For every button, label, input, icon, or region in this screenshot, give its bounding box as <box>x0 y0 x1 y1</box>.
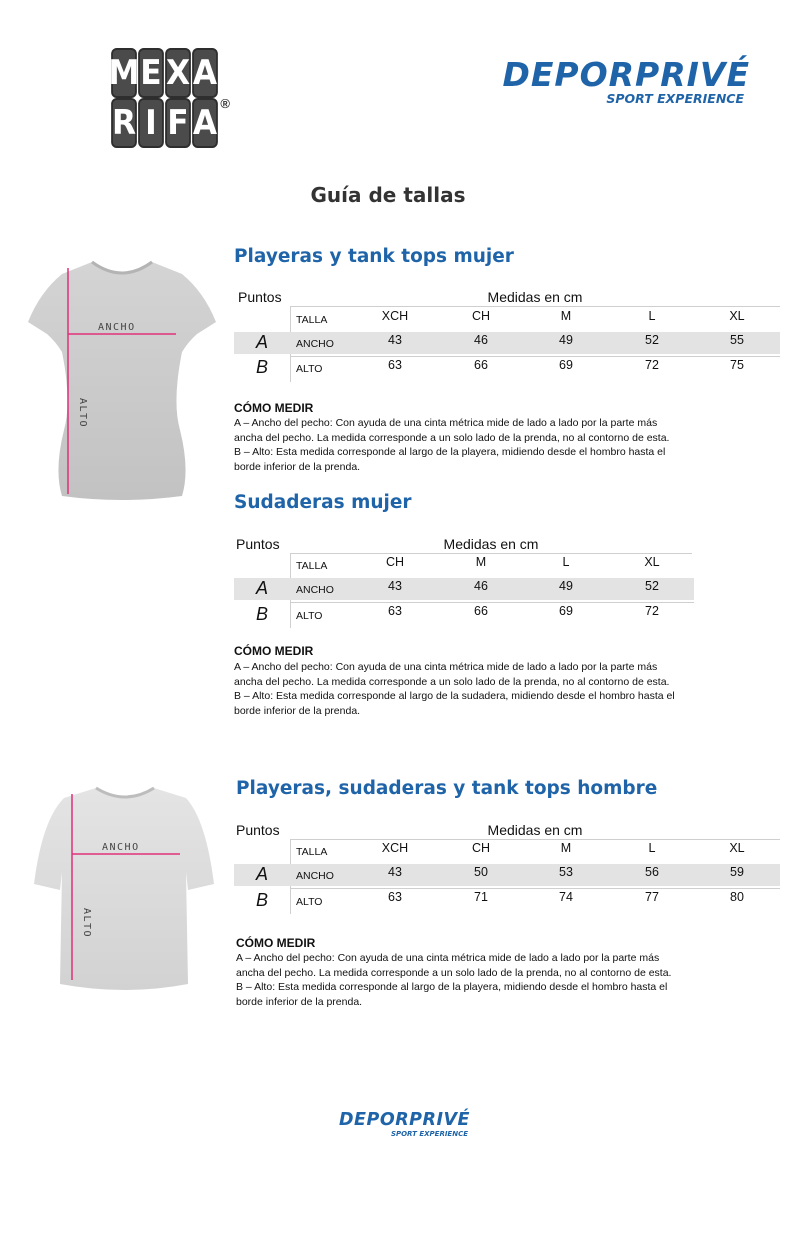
size-label: TALLA <box>296 846 328 858</box>
table-cell: 52 <box>645 333 659 347</box>
table-cell: 43 <box>388 865 402 879</box>
how-to-measure-line: B – Alto: Esta medida corresponde al largo de la sudadera, midiendo desde el hombro hasta el <box>234 690 675 702</box>
row-divider <box>290 888 780 889</box>
shirt-height-label: ALTO <box>81 908 92 939</box>
mexa-logo-letter: F <box>167 100 189 146</box>
how-to-measure-title: CÓMO MEDIR <box>234 401 314 415</box>
deporprive-logo-tagline: SPORT EXPERIENCE <box>606 91 744 106</box>
row-label: ANCHO <box>296 870 334 882</box>
womens-shirt-illustration <box>22 252 222 504</box>
table-cell: 50 <box>474 865 488 879</box>
row-letter: B <box>255 890 268 910</box>
how-to-measure-line: borde inferior de la prenda. <box>234 460 361 473</box>
how-to-measure-text <box>234 416 714 474</box>
table-cell: 52 <box>645 579 659 593</box>
size-header: L <box>648 841 656 855</box>
mexa-logo-letter: M <box>113 50 135 96</box>
row-label: ANCHO <box>296 584 334 596</box>
measures-header: Medidas en cm <box>487 289 583 305</box>
mexa-logo-row-1 <box>108 50 218 96</box>
size-header: CH <box>385 555 405 569</box>
table-cell: 69 <box>559 604 573 618</box>
row-divider <box>290 602 694 603</box>
how-to-measure-line: ancha del pecho. La medida corresponde a un solo lado de la prenda, no al contorno de esta. <box>236 966 672 979</box>
table-cell: 80 <box>730 890 744 904</box>
table-cell: 63 <box>388 890 402 904</box>
size-header: M <box>475 555 487 569</box>
row-letter: A <box>255 332 268 352</box>
points-header: Puntos <box>238 289 282 305</box>
how-to-measure-line: borde inferior de la prenda. <box>234 704 361 717</box>
table-cell: 43 <box>388 579 402 593</box>
size-header: XL <box>644 555 660 569</box>
table-cell: 49 <box>559 333 573 347</box>
header-divider <box>290 553 692 554</box>
size-header: CH <box>471 841 491 855</box>
how-to-measure-line: ancha del pecho. La medida corresponde a un solo lado de la prenda, no al contorno de esta. <box>234 431 670 444</box>
mexa-logo-letter: A <box>194 50 216 96</box>
size-label: TALLA <box>296 560 328 572</box>
shirt-width-label: ANCHO <box>98 322 136 333</box>
row-letter: A <box>255 578 268 598</box>
table-cell: 63 <box>388 358 402 372</box>
size-header: XCH <box>381 309 409 323</box>
mexa-logo-letter: I <box>140 100 162 146</box>
table-cell: 77 <box>645 890 659 904</box>
how-to-measure-line: A – Ancho del pecho: Con ayuda de una cinta métrica mide de lado a lado por la parte más <box>234 417 658 429</box>
table-cell: 71 <box>474 890 488 904</box>
size-header: M <box>560 309 572 323</box>
table-cell: 49 <box>559 579 573 593</box>
deporprive-logo <box>460 55 750 106</box>
how-to-measure-text <box>236 951 716 1009</box>
section-title-mens-apparel: Playeras, sudaderas y tank tops hombre <box>236 778 658 799</box>
how-to-measure-line: A – Ancho del pecho: Con ayuda de una cinta métrica mide de lado a lado por la parte más <box>234 661 658 673</box>
mexa-logo-row-2 <box>112 100 217 146</box>
deporprive-logo-name: DEPORPRIVÉ <box>502 55 750 94</box>
table-cell: 46 <box>474 333 488 347</box>
table-cell: 66 <box>474 604 488 618</box>
shirt-height-label: ALTO <box>77 398 88 429</box>
size-header: L <box>648 309 656 323</box>
how-to-measure-title: CÓMO MEDIR <box>236 936 316 950</box>
how-to-measure-line: ancha del pecho. La medida corresponde a un solo lado de la prenda, no al contorno de esta. <box>234 675 670 688</box>
table-cell: 55 <box>730 333 744 347</box>
measures-header: Medidas en cm <box>487 822 583 838</box>
row-label: ANCHO <box>296 338 334 350</box>
mexa-rifa-logo <box>108 44 230 152</box>
table-cell: 59 <box>730 865 744 879</box>
how-to-measure-text <box>234 660 714 718</box>
row-label: ALTO <box>296 363 323 375</box>
mexa-logo-letter: X <box>167 50 189 96</box>
table-cell: 75 <box>730 358 744 372</box>
table-cell: 56 <box>645 865 659 879</box>
size-header: XCH <box>381 841 409 855</box>
points-header: Puntos <box>236 822 280 838</box>
table-cell: 72 <box>645 604 659 618</box>
registered-mark: ® <box>220 96 230 111</box>
footer-logo-tagline: SPORT EXPERIENCE <box>390 1129 468 1138</box>
footer-logo-name: DEPORPRIVÉ <box>339 1110 470 1130</box>
mexa-logo-letter: R <box>113 100 135 146</box>
table-cell: 69 <box>559 358 573 372</box>
measures-header: Medidas en cm <box>443 536 539 552</box>
how-to-measure-line: borde inferior de la prenda. <box>236 995 363 1008</box>
row-letter: B <box>255 604 268 624</box>
size-header: XL <box>729 309 745 323</box>
table-cell: 74 <box>559 890 573 904</box>
mexa-logo-letter: E <box>140 50 162 96</box>
size-header: M <box>560 841 572 855</box>
row-label: ALTO <box>296 610 323 622</box>
shirt-width-label: ANCHO <box>102 842 140 853</box>
row-label: ALTO <box>296 896 323 908</box>
points-header: Puntos <box>236 536 280 552</box>
size-header: XL <box>729 841 745 855</box>
how-to-measure-line: A – Ancho del pecho: Con ayuda de una cinta métrica mide de lado a lado por la parte más <box>236 952 660 964</box>
table-cell: 63 <box>388 604 402 618</box>
section-title-womens-hoodies: Sudaderas mujer <box>234 492 412 513</box>
how-to-measure-line: B – Alto: Esta medida corresponde al largo de la playera, midiendo desde el hombro hasta el <box>234 446 666 458</box>
section-title-womens-tshirts: Playeras y tank tops mujer <box>234 246 514 267</box>
table-cell: 53 <box>559 865 573 879</box>
size-label: TALLA <box>296 314 328 326</box>
header-divider <box>290 839 780 840</box>
size-header: L <box>562 555 570 569</box>
table-cell: 72 <box>645 358 659 372</box>
size-header: CH <box>471 309 491 323</box>
row-letter: B <box>255 357 268 377</box>
how-to-measure-line: B – Alto: Esta medida corresponde al largo de la playera, midiendo desde el hombro hasta el <box>236 981 668 993</box>
table-cell: 66 <box>474 358 488 372</box>
table-cell: 46 <box>474 579 488 593</box>
mexa-logo-letter: A <box>194 100 216 146</box>
footer-deporprive-logo <box>318 1112 470 1138</box>
row-letter: A <box>255 864 268 884</box>
row-divider <box>290 356 780 357</box>
mens-shirt-illustration <box>30 780 220 998</box>
page-title: Guía de tallas <box>310 183 466 207</box>
table-cell: 43 <box>388 333 402 347</box>
how-to-measure-title: CÓMO MEDIR <box>234 644 314 658</box>
header-divider <box>290 306 780 307</box>
